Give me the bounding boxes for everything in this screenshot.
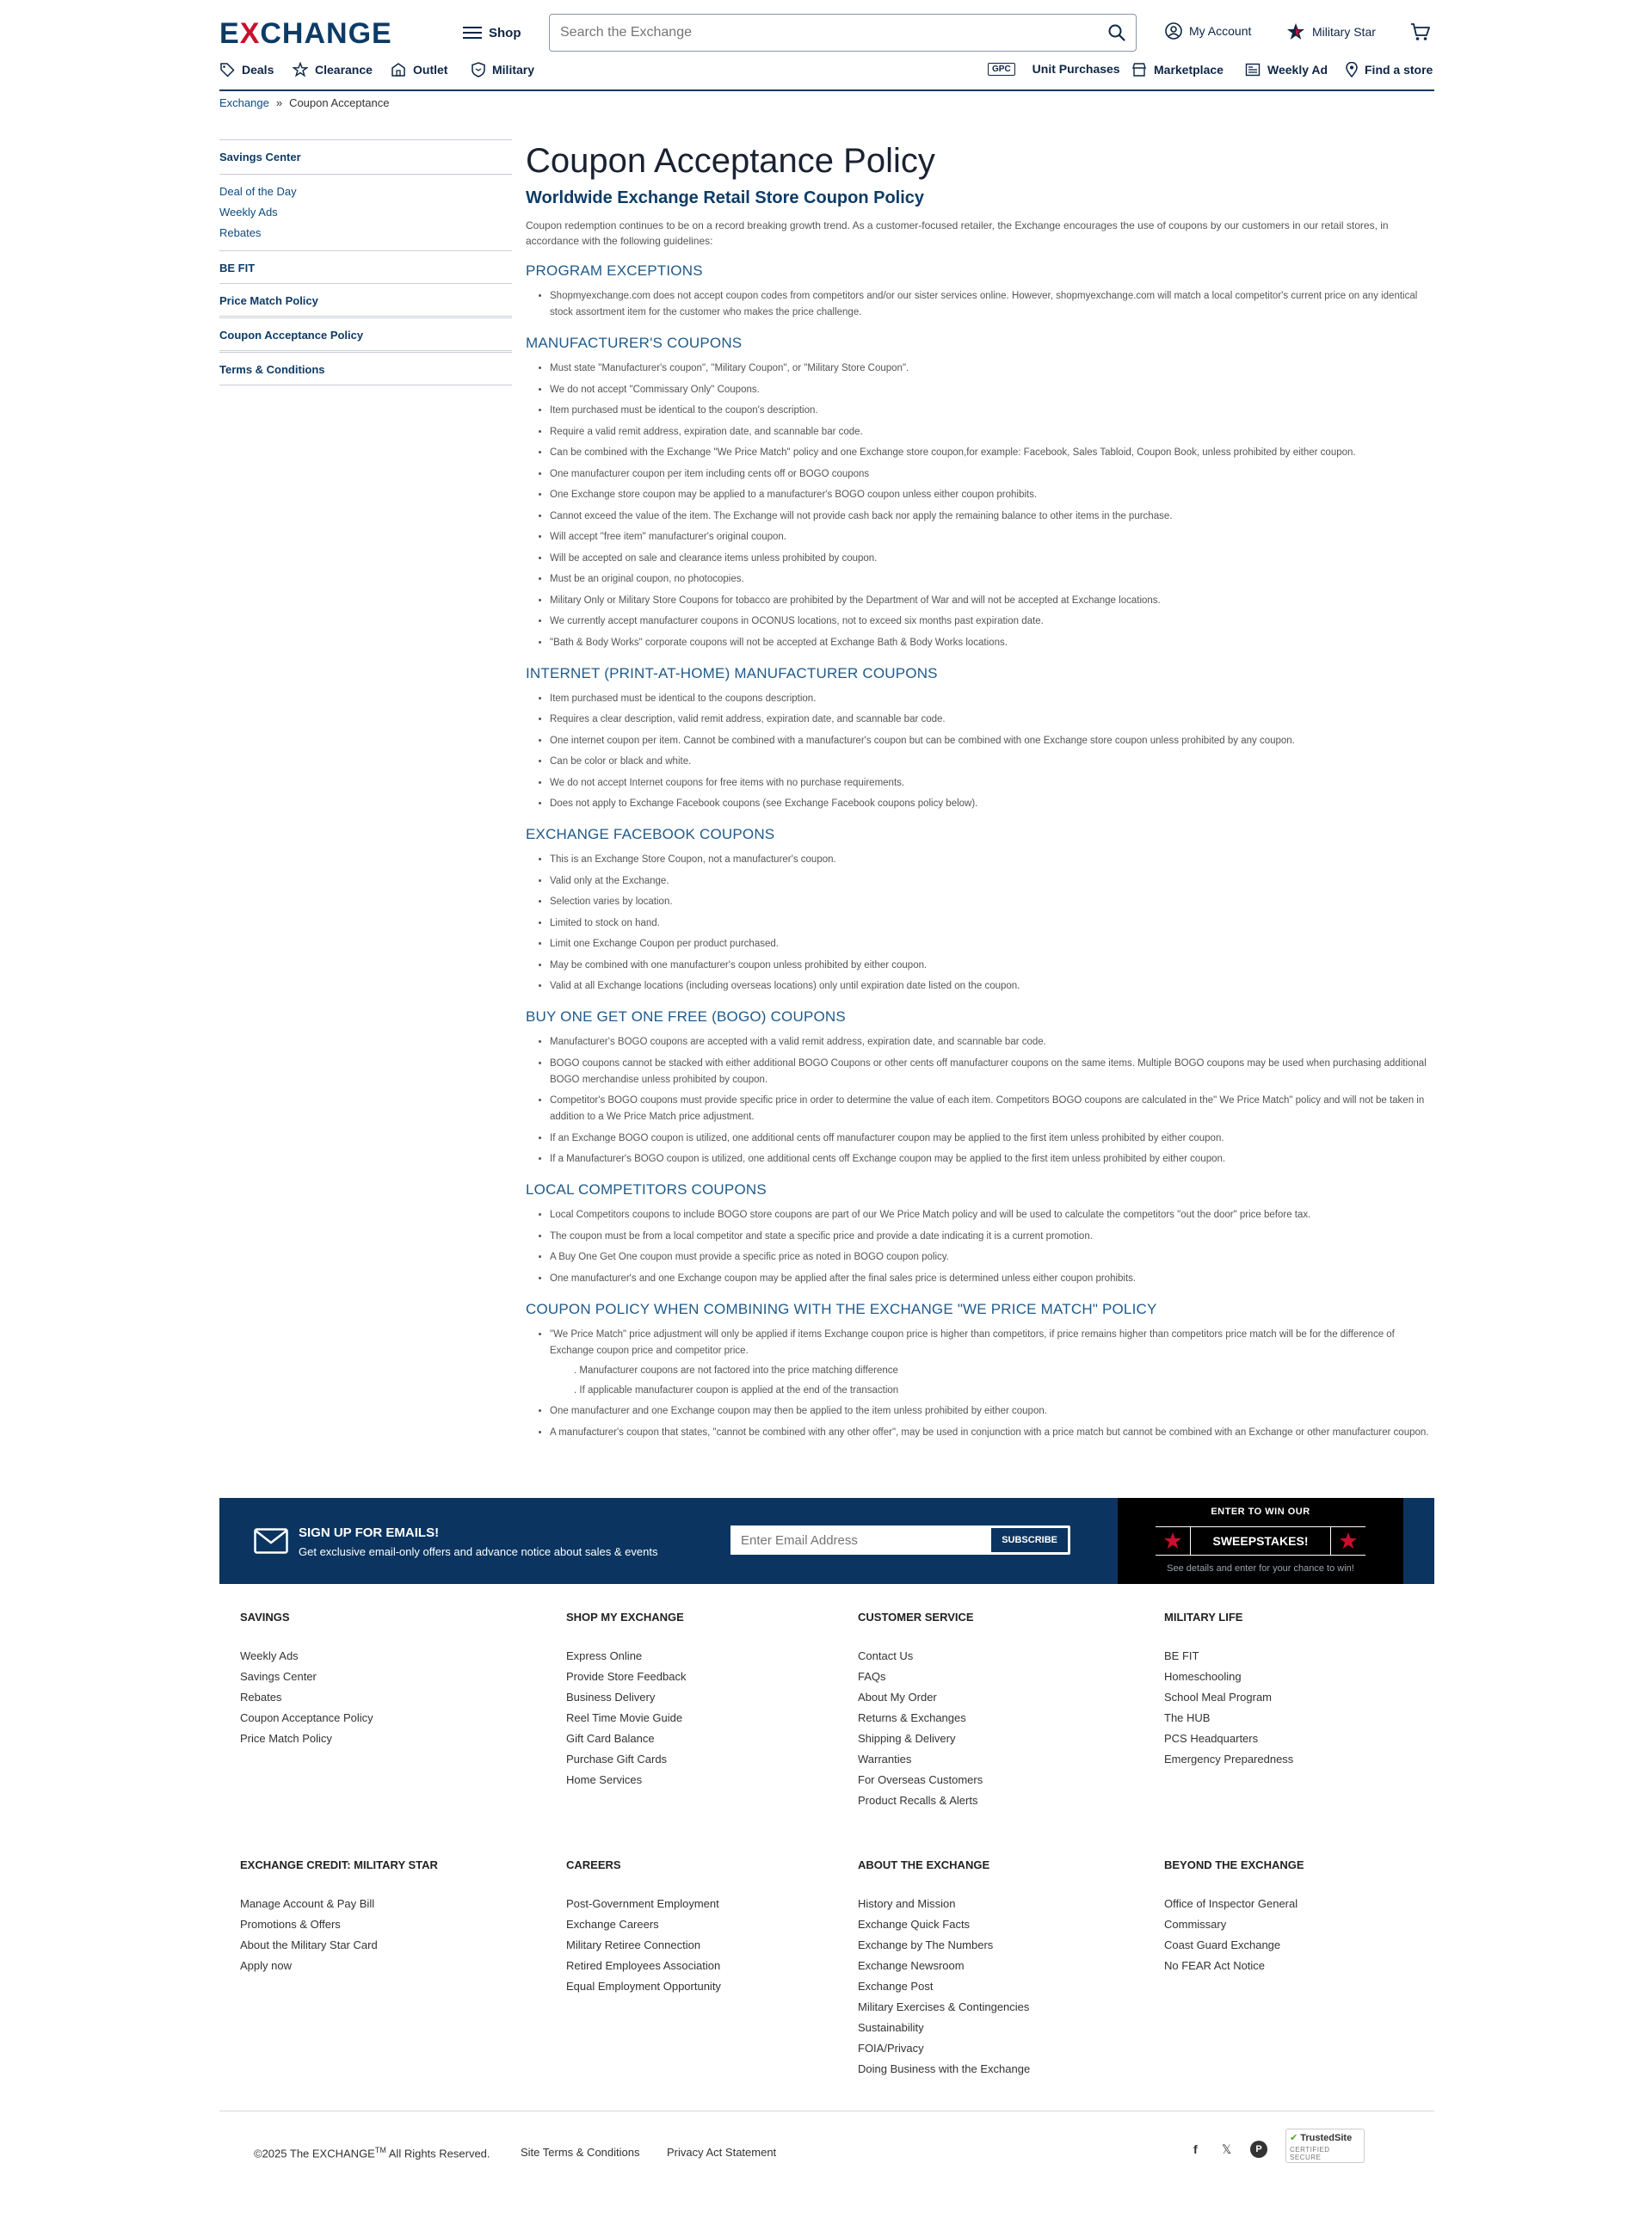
cart-icon: [1410, 22, 1431, 41]
list-item: • BOGO coupons cannot be stacked with either additional BOGO Coupons or other cents off manufacturer coupons on the same items. Multiple BOGO coupons may be used when purchasing additional BOGO merchandise unless prohibited by coupon.: [550, 1056, 1434, 1088]
footer-link[interactable]: FAQs: [858, 1670, 886, 1683]
email-signup-band: [219, 1498, 1434, 1584]
marketplace-icon: [1131, 62, 1147, 77]
sidebar-group-coupon: [219, 316, 512, 350]
section-title: INTERNET (PRINT-AT-HOME) MANUFACTURER COUPONS: [526, 664, 938, 681]
footer-link[interactable]: School Meal Program: [1164, 1691, 1272, 1704]
section-title: COUPON POLICY WHEN COMBINING WITH THE EXCHANGE "WE PRICE MATCH" POLICY: [526, 1300, 1157, 1317]
list-item: • Shopmyexchange.com does not accept coupon codes from competitors and/or our sister services online. However, shopmyexchange.com will match a local competitor's current price on any identical stock assortment item for the customer who makes the price challenge.: [550, 288, 1434, 321]
footer-link[interactable]: Contact Us: [858, 1649, 914, 1662]
trustedsite-sublabel: CERTIFIED SECURE: [1290, 2146, 1330, 2161]
list-item: • Valid at all Exchange locations (including overseas locations) only until expiration date listed on the coupon.: [550, 978, 1434, 995]
sidebar-item-deal-of-the-day[interactable]: Deal of the Day: [219, 185, 297, 198]
footer-bottom-bar: [219, 2111, 1434, 2171]
list-item: • One manufacturer and one Exchange coupon may then be applied to the item unless prohibited by either coupon.: [550, 1403, 1434, 1420]
section-list: [550, 691, 1434, 813]
list-item: • Military Only or Military Store Coupons for tobacco are prohibited by the Department of War and will not be accepted at Exchange locations.: [550, 593, 1434, 609]
footer-column-beyond: [1164, 1858, 1304, 1976]
list-item: • Manufacturer's BOGO coupons are accepted with a valid remit address, expiration date, and scannable bar code.: [550, 1034, 1434, 1051]
footer-link[interactable]: Commissary: [1164, 1918, 1227, 1931]
trustedsite-label: ✔ TrustedSite: [1290, 2133, 1353, 2143]
nav-outlet[interactable]: Outlet: [391, 62, 447, 77]
footer-link[interactable]: Business Delivery: [566, 1691, 656, 1704]
exchange-logo[interactable]: EXCHANGE: [219, 17, 392, 50]
list-item: • A manufacturer's coupon that states, "cannot be combined with any other offer", may be used in conjunction with a price match but cannot be combined with an Exchange or other manufacturer coupon.: [550, 1425, 1434, 1441]
sweepstakes-banner[interactable]: [1118, 1498, 1403, 1584]
breadcrumb: [219, 96, 1434, 109]
sidebar-group-price-match: [219, 283, 512, 316]
footer-link[interactable]: Sustainability: [858, 2021, 924, 2034]
page-subtitle: Worldwide Exchange Retail Store Coupon Policy: [526, 188, 925, 207]
footer-link[interactable]: Exchange Careers: [566, 1918, 659, 1931]
privacy-act-link[interactable]: Privacy Act Statement: [667, 2146, 777, 2159]
list-item: • Must state "Manufacturer's coupon", "Military Coupon", or "Military Store Coupon".: [550, 361, 1434, 377]
section-list: [550, 1034, 1434, 1168]
footer-link[interactable]: Military Retiree Connection: [566, 1938, 701, 1951]
list-item: • This is an Exchange Store Coupon, not a manufacturer's coupon.: [550, 852, 1434, 868]
red-star-icon: [1156, 1532, 1190, 1550]
footer-heading: EXCHANGE CREDIT: MILITARY STAR: [240, 1858, 438, 1871]
trustedsite-badge[interactable]: [1285, 2129, 1365, 2163]
section-list: [550, 288, 1434, 321]
sweepstakes-top-text: ENTER TO WIN OUR: [1211, 1507, 1310, 1517]
footer-link[interactable]: Doing Business with the Exchange: [858, 2062, 1031, 2075]
footer-link[interactable]: Price Match Policy: [240, 1732, 332, 1745]
list-item: • Does not apply to Exchange Facebook coupons (see Exchange Facebook coupons policy below).: [550, 796, 1434, 812]
footer-link[interactable]: Gift Card Balance: [566, 1732, 655, 1745]
search-icon[interactable]: [1098, 14, 1136, 52]
footer-heading: CAREERS: [566, 1858, 621, 1871]
footer-link[interactable]: Exchange Post: [858, 1980, 934, 1993]
sub-navigation: [219, 60, 1434, 88]
footer-heading: BEYOND THE EXCHANGE: [1164, 1858, 1304, 1871]
store-icon: [391, 62, 406, 77]
footer-link[interactable]: Promotions & Offers: [240, 1918, 341, 1931]
footer-column-careers: [566, 1858, 721, 1997]
footer-link[interactable]: Manage Account & Pay Bill: [240, 1897, 375, 1910]
section-list: [550, 361, 1434, 651]
nav-marketplace[interactable]: Marketplace: [1131, 62, 1224, 77]
list-item: • "Bath & Body Works" corporate coupons will not be accepted at Exchange Bath & Body Works locations.: [550, 635, 1434, 651]
sidebar-savings-submenu: [219, 174, 512, 242]
footer-link[interactable]: Retired Employees Association: [566, 1959, 721, 1972]
sidebar-group-terms: [219, 350, 512, 385]
list-item: • Must be an original coupon, no photocopies.: [550, 571, 1434, 588]
sweepstakes-bottom-text: See details and enter for your chance to win!: [1167, 1563, 1354, 1574]
footer-link[interactable]: Reel Time Movie Guide: [566, 1711, 683, 1724]
footer-heading: MILITARY LIFE: [1164, 1611, 1243, 1624]
list-item: • We do not accept Internet coupons for free items with no purchase requirements.: [550, 775, 1434, 792]
footer-heading: ABOUT THE EXCHANGE: [858, 1858, 990, 1871]
military-star-icon: [1286, 22, 1305, 41]
sidebar-item-savings-center[interactable]: Savings Center: [219, 151, 301, 163]
list-item: • Will be accepted on sale and clearance items unless prohibited by coupon.: [550, 551, 1434, 567]
nav-deals[interactable]: Deals: [219, 62, 274, 77]
list-item: • "We Price Match" price adjustment will only be applied if items Exchange coupon price is higher than competitors, if price remains higher than competitors price match will be for the difference of Exchange coupon price and competitor price. . Manufacturer coupons are not factored into the price matching difference . If applicable manufacturer coupon is applied at the end of the transaction: [550, 1327, 1434, 1399]
footer-heading: SAVINGS: [240, 1611, 290, 1624]
section-title: EXCHANGE FACEBOOK COUPONS: [526, 826, 775, 842]
footer-link[interactable]: Coupon Acceptance Policy: [240, 1711, 373, 1724]
list-item: • One internet coupon per item. Cannot be combined with a manufacturer's coupon but can be combined with one Exchange store coupon unless prohibited by any coupon.: [550, 733, 1434, 749]
footer-column-shop: [566, 1611, 686, 1790]
list-item: • Competitor's BOGO coupons must provide specific price in order to determine the value of each item. Competitors BOGO coupons are calculated in the" We Price Match" policy and will not be taken in addition to a We Price Match price adjustment.: [550, 1093, 1434, 1125]
sidebar-item-terms[interactable]: Terms & Conditions: [219, 363, 325, 376]
page-title: Coupon Acceptance Policy: [526, 142, 935, 180]
list-item: • If an Exchange BOGO coupon is utilized, one additional cents off manufacturer coupon may be applied to the first item unless prohibited by either coupon.: [550, 1131, 1434, 1147]
sidebar-group-savings: [219, 139, 512, 250]
shop-label: Shop: [489, 25, 521, 40]
footer-link[interactable]: The HUB: [1164, 1711, 1211, 1724]
shop-menu-button[interactable]: [463, 22, 521, 43]
location-pin-icon: [1346, 62, 1358, 77]
footer-column-military-life: [1164, 1611, 1293, 1770]
section-title: MANUFACTURER'S COUPONS: [526, 335, 743, 351]
footer-link[interactable]: Provide Store Feedback: [566, 1670, 687, 1683]
section-list: [550, 852, 1434, 995]
nav-weekly-ad[interactable]: Weekly Ad: [1245, 62, 1328, 77]
list-item: • Item purchased must be identical to the coupon's description.: [550, 403, 1434, 419]
footer-link[interactable]: Purchase Gift Cards: [566, 1753, 668, 1766]
footer-link[interactable]: Post-Government Employment: [566, 1897, 719, 1910]
list-item: • Requires a clear description, valid remit address, expiration date, and scannable bar code.: [550, 712, 1434, 728]
tag-icon: [219, 62, 235, 77]
header-divider: [219, 89, 1434, 91]
nav-clearance[interactable]: Clearance: [293, 62, 373, 77]
star-outline-icon: [293, 62, 308, 77]
footer-link[interactable]: Shipping & Delivery: [858, 1732, 956, 1745]
search-box: [549, 14, 1137, 52]
footer-link[interactable]: Apply now: [240, 1959, 292, 1972]
footer-link[interactable]: Exchange Quick Facts: [858, 1918, 971, 1931]
list-item: • Will accept "free item" manufacturer's original coupon.: [550, 529, 1434, 545]
email-signup-subtitle: Get exclusive email-only offers and advance notice about sales & events: [299, 1545, 658, 1558]
footer-link[interactable]: BE FIT: [1164, 1649, 1199, 1662]
sidebar-item-rebates[interactable]: Rebates: [219, 226, 262, 239]
section-title: PROGRAM EXCEPTIONS: [526, 262, 703, 279]
footer-link[interactable]: Coast Guard Exchange: [1164, 1938, 1281, 1951]
user-icon: [1165, 22, 1182, 40]
list-item: • Limit one Exchange Coupon per product purchased.: [550, 936, 1434, 952]
list-item: • Can be combined with the Exchange "We Price Match" policy and one Exchange store coupon,for example: Facebook, Sales Tabloid, Coupon Book, unless prohibited by either coupon.: [550, 445, 1434, 461]
copyright-text: ©2025 The EXCHANGE™ All Rights Reserved.: [254, 2146, 490, 2160]
footer-link[interactable]: FOIA/Privacy: [858, 2042, 924, 2055]
footer-heading: SHOP MY EXCHANGE: [566, 1611, 684, 1624]
list-item: • The coupon must be from a local competitor and state a specific price and provide a date indicating it is a current promotion.: [550, 1229, 1434, 1245]
footer-link[interactable]: Home Services: [566, 1773, 643, 1786]
list-item: • One manufacturer coupon per item including cents off or BOGO coupons: [550, 466, 1434, 483]
list-item: • Require a valid remit address, expiration date, and scannable bar code.: [550, 424, 1434, 441]
section-title: LOCAL COMPETITORS COUPONS: [526, 1181, 767, 1198]
list-item: • Valid only at the Exchange.: [550, 873, 1434, 890]
facebook-icon[interactable]: f: [1193, 2142, 1198, 2156]
section-list: [550, 1207, 1434, 1287]
hamburger-icon: [463, 27, 482, 39]
footer-link[interactable]: Express Online: [566, 1649, 643, 1662]
footer-column-about: [858, 1858, 1030, 2080]
sidebar-item-price-match[interactable]: Price Match Policy: [219, 294, 318, 307]
breadcrumb-current: Coupon Acceptance: [289, 96, 390, 109]
list-subnote: . If applicable manufacturer coupon is applied at the end of the transaction: [574, 1384, 899, 1396]
footer-link[interactable]: Product Recalls & Alerts: [858, 1794, 978, 1807]
footer-link[interactable]: Returns & Exchanges: [858, 1711, 966, 1724]
footer-link[interactable]: For Overseas Customers: [858, 1773, 983, 1786]
breadcrumb-separator: »: [275, 96, 283, 109]
pinterest-icon[interactable]: P: [1250, 2141, 1267, 2158]
military-star-label: Military Star: [1312, 25, 1376, 39]
footer-column-military-star: [240, 1858, 438, 1976]
shield-icon: [472, 62, 485, 77]
list-subnote: . Manufacturer coupons are not factored into the price matching difference: [574, 1365, 898, 1376]
main-content: [526, 140, 1434, 1445]
list-item: • May be combined with one manufacturer's coupon unless prohibited by either coupon.: [550, 958, 1434, 974]
nav-unit-purchases[interactable]: GPC Unit Purchases: [988, 62, 1120, 76]
footer-link[interactable]: Weekly Ads: [240, 1649, 299, 1662]
footer-link[interactable]: Emergency Preparedness: [1164, 1753, 1294, 1766]
footer-link[interactable]: About the Military Star Card: [240, 1938, 378, 1951]
sidebar-group-befit: [219, 250, 512, 283]
footer-link[interactable]: About My Order: [858, 1691, 937, 1704]
nav-military[interactable]: Military: [472, 62, 534, 77]
footer-link[interactable]: Equal Employment Opportunity: [566, 1980, 721, 1993]
site-header: [219, 0, 1434, 91]
list-item: • One manufacturer's and one Exchange coupon may be applied after the final sales price is determined unless either coupon prohibits.: [550, 1271, 1434, 1287]
section-title: BUY ONE GET ONE FREE (BOGO) COUPONS: [526, 1008, 846, 1025]
list-item: • Local Competitors coupons to include BOGO store coupons are part of our We Price Match policy and will be used to calculate the competitors "out the door" price before tax.: [550, 1207, 1434, 1223]
intro-paragraph: Coupon redemption continues to be on a record breaking growth trend. As a customer-focused retailer, the Exchange encourages the use of coupons by our customers in our retail stores, in accordance with the following guidelines:: [526, 219, 1389, 247]
sweepstakes-word: SWEEPSTAKES!: [1190, 1527, 1331, 1555]
footer-column-savings: [240, 1611, 373, 1749]
breadcrumb-home[interactable]: Exchange: [219, 96, 269, 109]
footer-column-customer-service: [858, 1611, 983, 1811]
footer-heading: CUSTOMER SERVICE: [858, 1611, 974, 1624]
my-account-label: My Account: [1189, 24, 1252, 38]
gpc-badge: GPC: [988, 63, 1015, 76]
sidebar-item-weekly-ads[interactable]: Weekly Ads: [219, 206, 278, 219]
email-signup-title: SIGN UP FOR EMAILS!: [299, 1525, 440, 1540]
list-item: • We currently accept manufacturer coupons in OCONUS locations, not to exceed six months past expiration date.: [550, 613, 1434, 630]
section-list: [550, 1327, 1434, 1441]
x-twitter-icon[interactable]: 𝕏: [1222, 2142, 1232, 2156]
list-item: • Can be color or black and white.: [550, 754, 1434, 770]
cart-button[interactable]: [1410, 22, 1431, 41]
email-form: [730, 1525, 1070, 1555]
site-terms-link[interactable]: Site Terms & Conditions: [521, 2146, 640, 2159]
list-item: • If a Manufacturer's BOGO coupon is utilized, one additional cents off Exchange coupon may be applied to the first item unless prohibited by either coupon.: [550, 1151, 1434, 1168]
footer-link[interactable]: PCS Headquarters: [1164, 1732, 1259, 1745]
military-star-link[interactable]: [1286, 22, 1376, 41]
list-item: • A Buy One Get One coupon must provide a specific price as noted in BOGO coupon policy.: [550, 1249, 1434, 1266]
list-item: • One Exchange store coupon may be applied to a manufacturer's BOGO coupon unless either coupon prohibits.: [550, 487, 1434, 503]
list-item: • Item purchased must be identical to the coupons description.: [550, 691, 1434, 707]
list-item: • We do not accept "Commissary Only" Coupons.: [550, 382, 1434, 398]
footer-link[interactable]: Military Exercises & Contingencies: [858, 2000, 1030, 2013]
footer-link[interactable]: No FEAR Act Notice: [1164, 1959, 1266, 1972]
my-account-link[interactable]: [1165, 22, 1251, 40]
red-star-icon: [1331, 1532, 1365, 1550]
sidebar-item-coupon-policy[interactable]: Coupon Acceptance Policy: [219, 329, 364, 342]
sidebar-item-be-fit[interactable]: BE FIT: [219, 262, 256, 274]
footer-link[interactable]: Exchange Newsroom: [858, 1959, 965, 1972]
footer-link[interactable]: Savings Center: [240, 1670, 317, 1683]
footer-link[interactable]: Exchange by The Numbers: [858, 1938, 994, 1951]
footer-link[interactable]: Rebates: [240, 1691, 282, 1704]
sweepstakes-frame: [1156, 1526, 1365, 1556]
email-input[interactable]: [730, 1525, 990, 1555]
subscribe-button[interactable]: SUBSCRIBE: [990, 1527, 1069, 1553]
footer-link[interactable]: Warranties: [858, 1753, 912, 1766]
list-item: • Cannot exceed the value of the item. The Exchange will not provide cash back nor apply the remaining balance to other items in the purchase.: [550, 508, 1434, 525]
footer-link[interactable]: Office of Inspector General: [1164, 1897, 1298, 1910]
footer-link[interactable]: History and Mission: [858, 1897, 956, 1910]
nav-find-store[interactable]: Find a store: [1346, 62, 1433, 77]
list-item: • Limited to stock on hand.: [550, 915, 1434, 932]
newspaper-icon: [1245, 62, 1261, 77]
list-item: • Selection varies by location.: [550, 894, 1434, 910]
sidebar: [219, 139, 512, 385]
footer-link[interactable]: Homeschooling: [1164, 1670, 1242, 1683]
envelope-icon: [254, 1528, 288, 1558]
search-input[interactable]: [550, 15, 1098, 51]
